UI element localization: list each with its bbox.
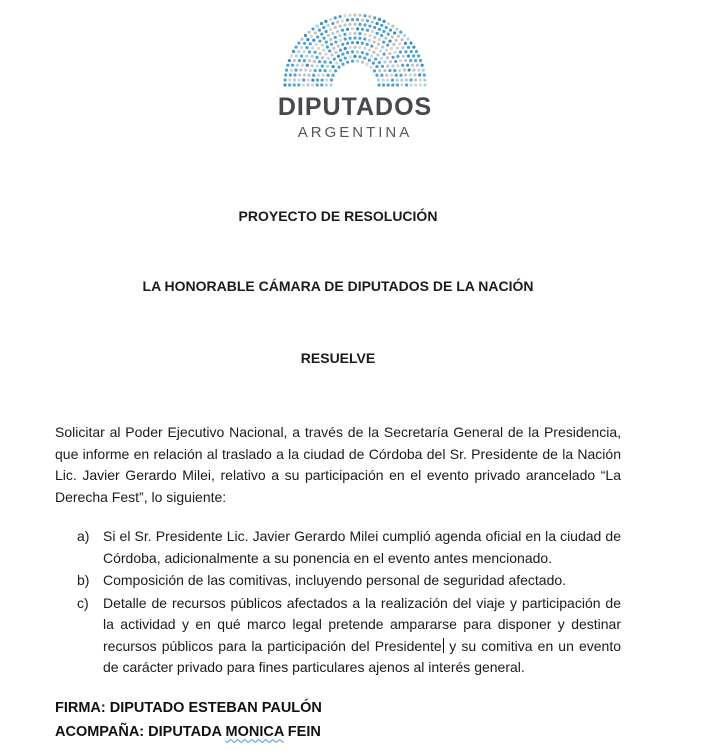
logo-title: DIPUTADOS — [277, 93, 433, 121]
hemicycle-dots-icon — [277, 10, 433, 88]
request-list — [55, 526, 621, 680]
resuelve-heading: RESUELVE — [300, 350, 376, 366]
intro-paragraph: Solicitar al Poder Ejecutivo Nacional, a través de la Secretaría General de la Presidencia, que informe en relación al traslado a la ciudad de Córdoba del Sr. Presidente de la Nación Lic. Javier Gerardo Milei, relativo a su participación en el evento privado arancelado “La Derecha Fest”, lo siguiente: — [55, 424, 621, 505]
spellcheck-flagged-word: MONICA — [225, 723, 284, 740]
list-marker: b) — [77, 572, 90, 588]
list-item-b — [55, 570, 621, 592]
signature-prefix: ACOMPAÑA: DIPUTADA — [55, 723, 226, 740]
signature-block — [55, 697, 621, 744]
list-marker: c) — [77, 594, 89, 611]
list-item-text: y su comitiva en un evento de carácter privado para fines particulares ajenos al interés general. — [103, 637, 621, 675]
signature-line-acompana — [55, 721, 621, 745]
list-item-c — [55, 593, 621, 679]
diputados-logo — [0, 10, 710, 141]
signature-line-firma: FIRMA: DIPUTADO ESTEBAN PAULÓN — [55, 700, 322, 716]
logo-subtitle: ARGENTINA — [297, 124, 413, 141]
list-marker: a) — [77, 528, 90, 544]
chamber-heading: LA HONORABLE CÁMARA DE DIPUTADOS DE LA NACIÓN — [142, 278, 534, 294]
list-item-a — [55, 526, 621, 569]
list-item-text: Detalle de recursos públicos afectados a la realización del viaje y participación de la actividad y en qué marco legal pretende ampararse para disponer y destinar recursos públicos para la participación del Presidente — [103, 594, 621, 654]
list-item-text: Si el Sr. Presidente Lic. Javier Gerardo Milei cumplió agenda oficial en la ciudad de Córdoba, adicionalmente a su ponencia en el evento antes mencionado. — [103, 528, 621, 566]
document-title: PROYECTO DE RESOLUCIÓN — [238, 208, 438, 224]
list-item-text: Composición de las comitivas, incluyendo personal de seguridad afectado. — [103, 572, 567, 588]
signature-suffix: FEIN — [283, 723, 321, 740]
